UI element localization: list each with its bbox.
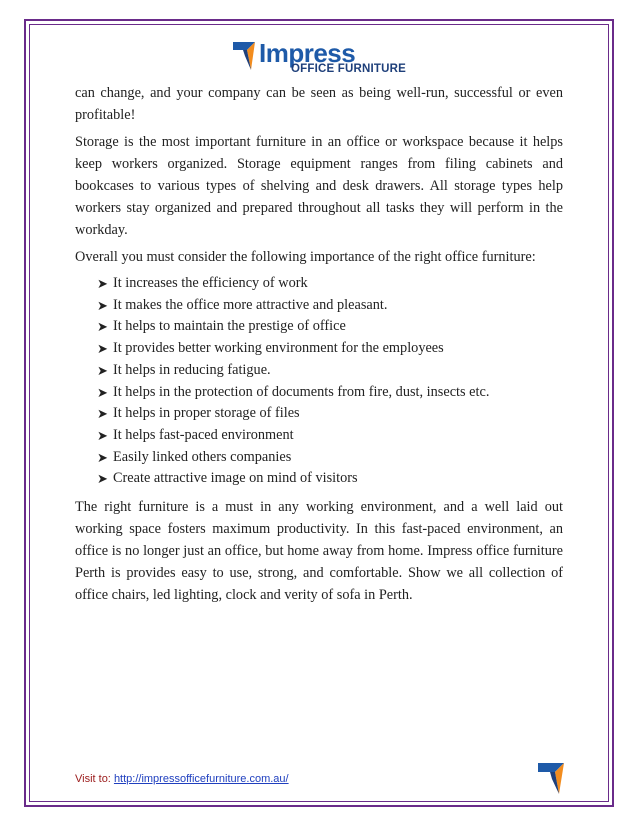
arrow-bullet-icon: ➤ [97,384,108,400]
footer-prefix: Visit to: [75,773,114,785]
list-item: ➤ It makes the office more attractive and pleasant. [97,295,563,317]
corner-logo-icon [538,763,568,795]
list-item: ➤ It helps fast-paced environment [97,425,563,447]
footer [75,773,289,785]
arrow-bullet-icon: ➤ [97,276,108,291]
arrow-bullet-icon: ➤ [97,406,108,422]
paragraph-storage: Storage is the most important furniture in an office or workspace because it helps keep workers organized. Storage equipment ranges from filing cabinets and bookcases to various types of shelving and desk drawers. All storage types help workers stay organized and prepared throughout all tasks they will perform in the workday. [75,134,563,238]
list-item: ➤ It helps in reducing fatigue. [97,360,563,382]
impress-logo-icon [233,42,259,72]
arrow-bullet-icon: ➤ [97,427,108,443]
logo-tagline-text: OFFICE FURNITURE [291,63,406,75]
paragraph-overall: Overall you must consider the following importance of the right office furniture: [75,249,536,265]
list-item: ➤ It helps in the protection of documents from fire, dust, insects etc. [97,382,563,404]
arrow-bullet-icon: ➤ [97,449,108,465]
arrow-bullet-icon: ➤ [97,319,108,335]
document-body [75,82,563,611]
paragraph-closing: The right furniture is a must in any working environment, and a well laid out working space fosters maximum productivity. In this fast-paced environment, an office is no longer just an office, but home away from home. Impress office furniture Perth is provides easy to use, strong, and comfortable. Show we all collection of office chairs, led lighting, clock and verity of sofa in Perth. [75,499,563,604]
header-logo [233,38,423,78]
list-item: ➤ Create attractive image on mind of visitors [97,468,563,490]
arrow-bullet-icon: ➤ [97,471,108,487]
importance-list [75,273,563,490]
list-item: ➤ It increases the efficiency of work [97,273,563,295]
arrow-bullet-icon: ➤ [97,341,108,357]
logo-brand-text: Impress [259,38,356,68]
footer-website-link[interactable]: http://impressofficefurniture.com.au/ [113,773,289,785]
arrow-bullet-icon: ➤ [97,362,108,378]
paragraph-intro: can change, and your company can be seen as being well-run, successful or even profitable! [75,85,563,123]
list-item: ➤ It helps to maintain the prestige of office [97,316,563,338]
list-item: ➤ Easily linked others companies [97,447,563,469]
list-item: ➤ It provides better working environment for the employees [97,338,563,360]
list-item: ➤ It helps in proper storage of files [97,403,563,425]
arrow-bullet-icon: ➤ [97,297,108,313]
